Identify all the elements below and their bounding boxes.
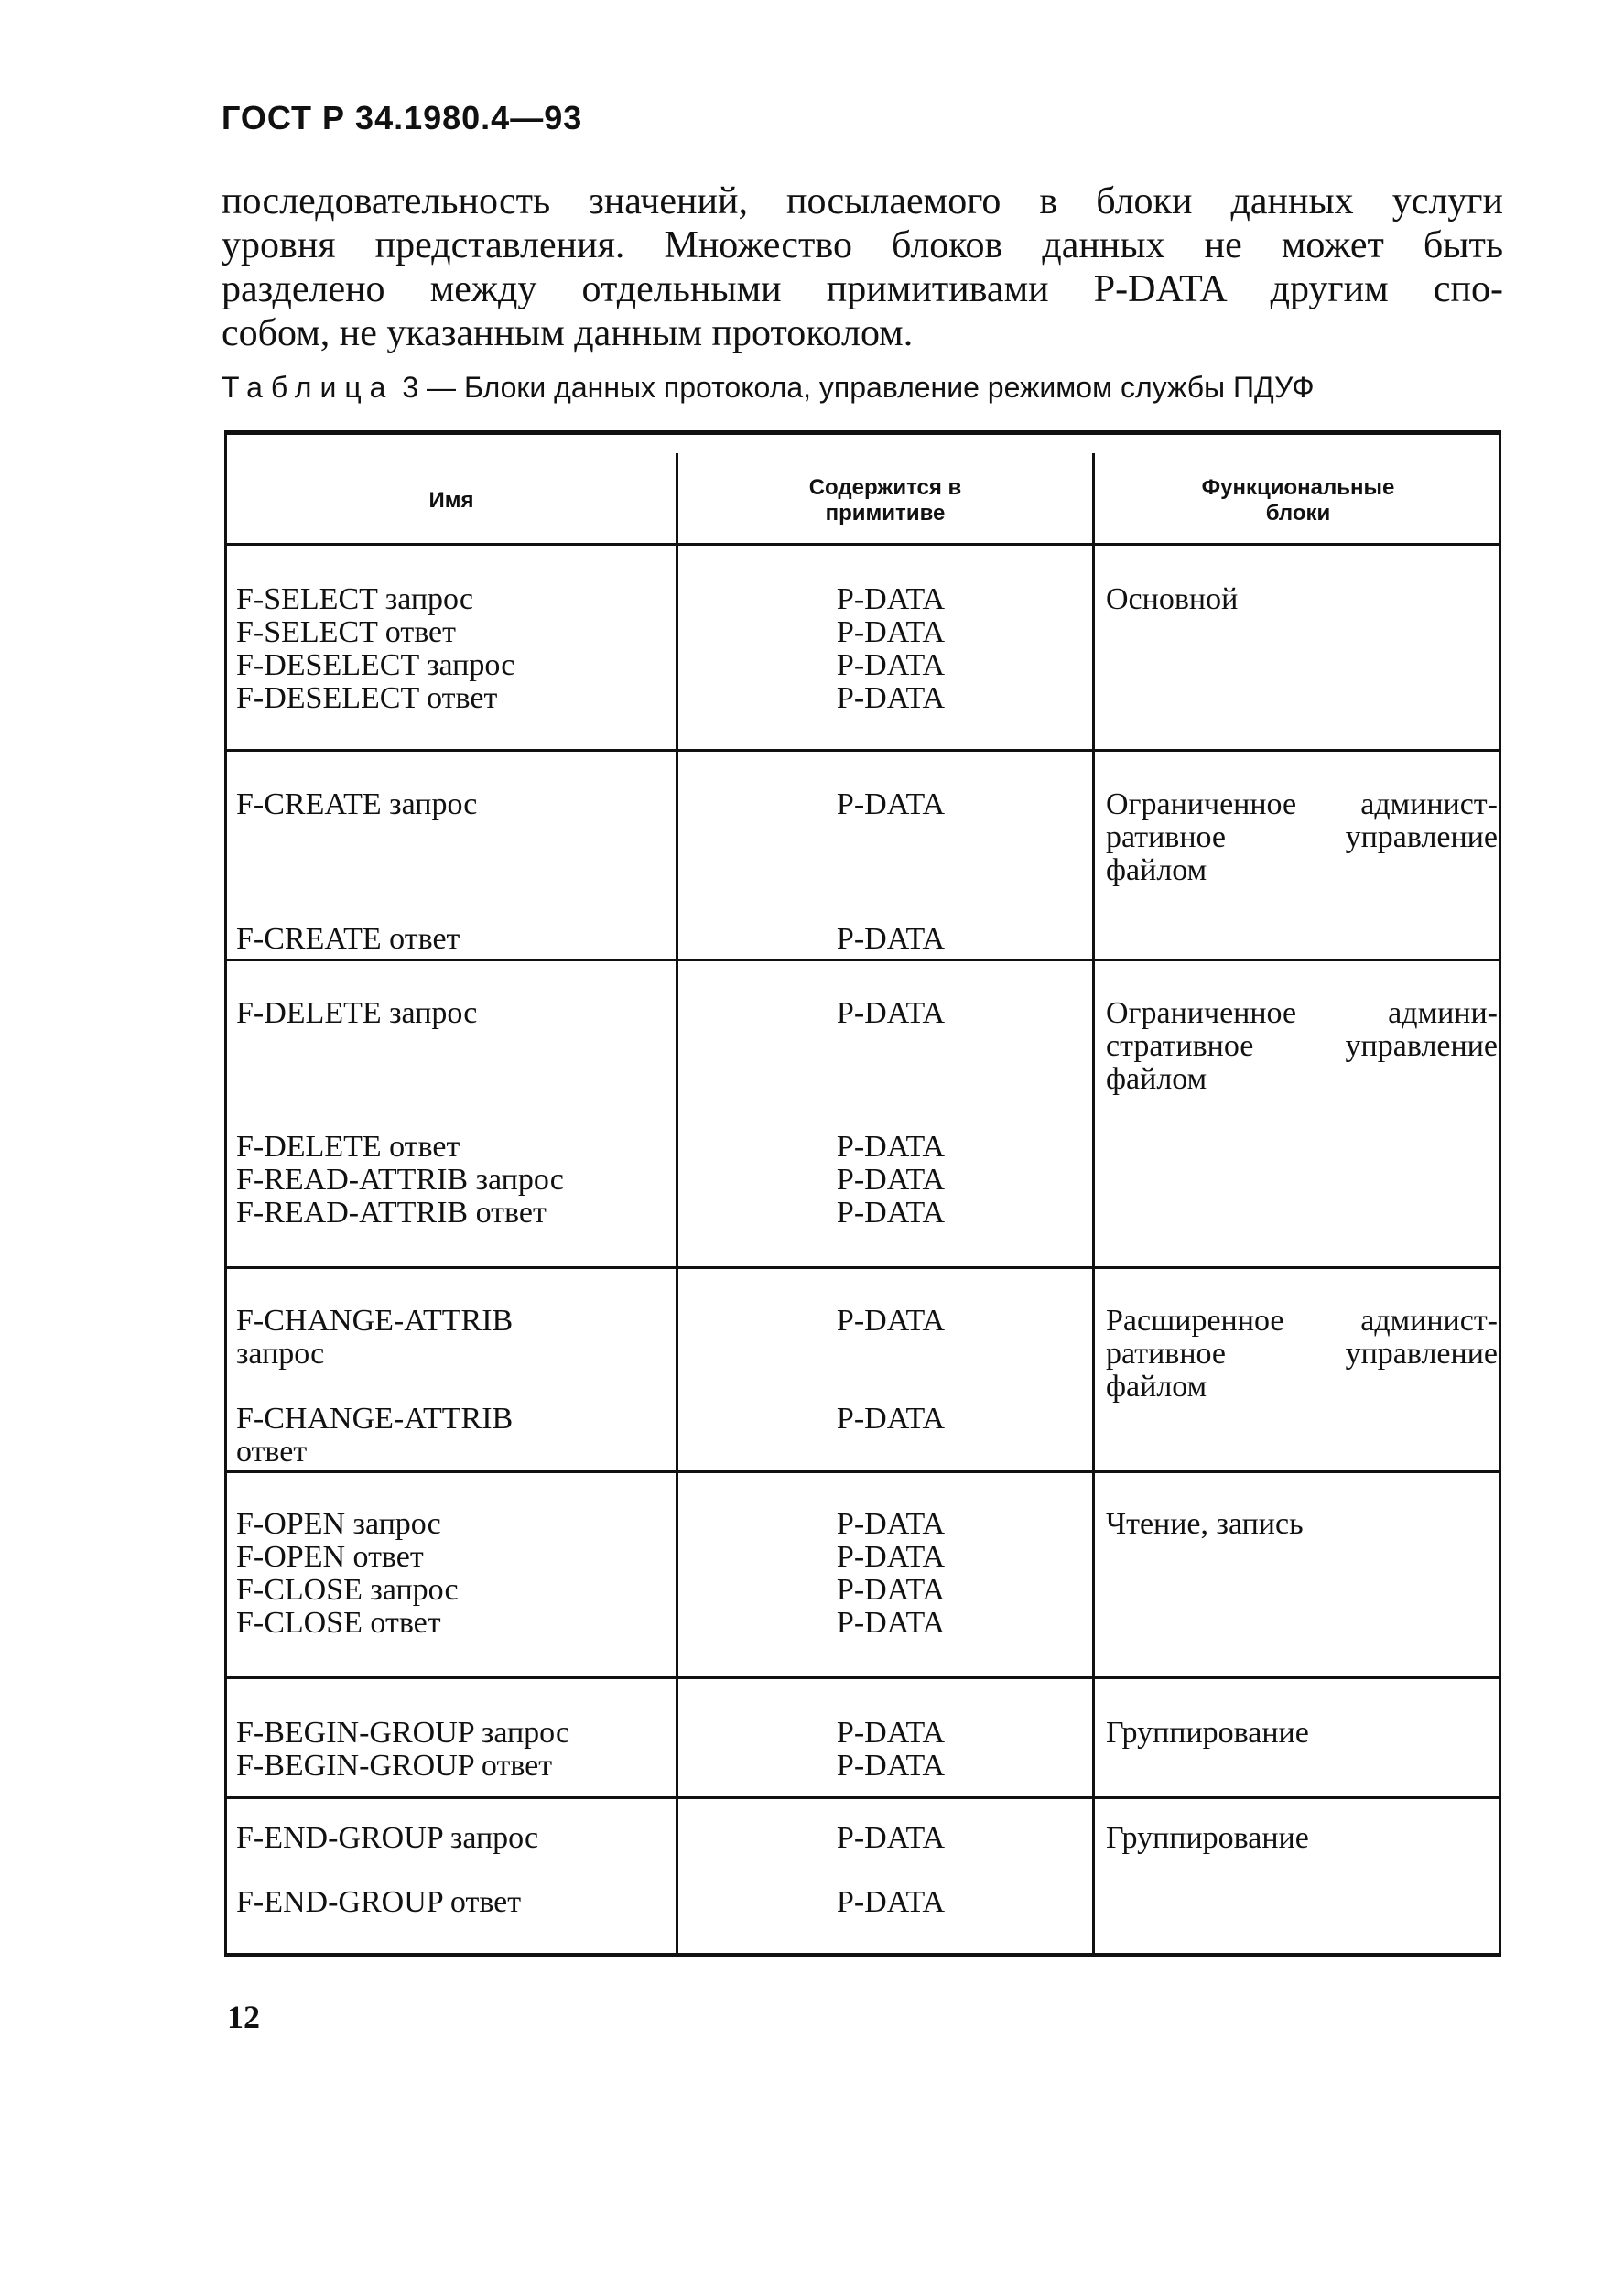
header-primitive-line: Содержится в: [808, 475, 962, 500]
header-name: Имя: [428, 488, 474, 513]
row-4-names-a: [236, 1305, 676, 1371]
table-cell: P-DATA: [836, 1716, 946, 1750]
table-cell: P-DATA: [836, 996, 946, 1030]
table-cell: F-BEGIN-GROUP ответ: [236, 1749, 553, 1783]
paragraph-line: последовательность значений, посылаемого в блоки данных услуги: [222, 180, 1503, 222]
row-7-names-a: [236, 1822, 676, 1855]
row-4-primitives-a: [689, 1305, 1092, 1338]
row-2-names-a: [236, 788, 676, 821]
table-cell: запрос: [236, 1337, 325, 1371]
table-cell: F-OPEN запрос: [236, 1507, 441, 1541]
table-cell: ративное управление: [1106, 1337, 1498, 1371]
table-cell: P-DATA: [836, 648, 946, 682]
row-6-units: [1106, 1717, 1498, 1750]
row-3-primitives-a: [689, 997, 1092, 1030]
table-caption: [222, 371, 1503, 405]
protocol-data-units-table: [224, 430, 1501, 1957]
table-cell: файлом: [1106, 853, 1207, 887]
table-cell: P-DATA: [836, 1402, 946, 1436]
header-primitive: [678, 475, 1092, 526]
row-2-units: [1106, 788, 1498, 887]
row-5-names: [236, 1508, 676, 1640]
table-caption-text: 3 — Блоки данных протокола, управление режимом службы ПДУФ: [394, 371, 1315, 404]
table-cell: P-DATA: [836, 582, 946, 616]
table-cell: файлом: [1106, 1062, 1207, 1096]
row-7-units: [1106, 1822, 1498, 1855]
table-cell: F-DELETE ответ: [236, 1130, 460, 1164]
table-cell: F-SELECT запрос: [236, 582, 473, 616]
table-cell: Ограниченное админи-: [1106, 996, 1498, 1030]
table-cell: P-DATA: [836, 1606, 946, 1640]
table-cell: F-CHANGE-ATTRIB: [236, 1304, 514, 1338]
table-cell: F-READ-ATTRIB ответ: [236, 1196, 547, 1230]
row-rule: [227, 1470, 1499, 1473]
table-cell: Ограниченное админист-: [1106, 787, 1498, 821]
table-cell: стративное управление: [1106, 1029, 1498, 1063]
table-cell: F-OPEN ответ: [236, 1540, 424, 1574]
row-7-names-b: [236, 1886, 676, 1919]
paragraph-line: уровня представления. Множество блоков данных не может быть: [222, 224, 1503, 266]
row-1-units: [1106, 583, 1498, 616]
table-cell: Группирование: [1106, 1821, 1309, 1855]
row-1-names: [236, 583, 676, 715]
table-cell: P-DATA: [836, 615, 946, 649]
header-units: [1095, 475, 1501, 526]
intro-paragraph: [222, 179, 1503, 355]
table-caption-label: Таблица: [222, 371, 395, 404]
table-cell: F-CREATE запрос: [236, 787, 478, 821]
row-rule: [227, 1796, 1499, 1799]
paragraph-line: разделено между отдельными примитивами P-DATA другим спо-: [222, 268, 1503, 310]
table-cell: F-END-GROUP запрос: [236, 1821, 539, 1855]
table-cell: F-CREATE ответ: [236, 922, 460, 956]
row-4-primitives-b: [689, 1403, 1092, 1436]
table-cell: P-DATA: [836, 1163, 946, 1197]
row-3-names-a: [236, 997, 676, 1030]
row-2-names-b: [236, 923, 676, 956]
table-cell: P-DATA: [836, 1749, 946, 1783]
row-3-names-b: [236, 1131, 676, 1230]
table-cell: P-DATA: [836, 1196, 946, 1230]
row-4-units: [1106, 1305, 1498, 1404]
row-3-units: [1106, 997, 1498, 1096]
row-2-primitives-a: [689, 788, 1092, 821]
row-7-primitives-a: [689, 1822, 1092, 1855]
row-3-primitives-b: [689, 1131, 1092, 1230]
table-cell: F-DELETE запрос: [236, 996, 478, 1030]
table-cell: F-CLOSE ответ: [236, 1606, 441, 1640]
header-units-line: блоки: [1265, 501, 1331, 526]
table-cell: Расширенное админист-: [1106, 1304, 1498, 1338]
table-cell: P-DATA: [836, 1304, 946, 1338]
table-cell: P-DATA: [836, 1885, 946, 1919]
table-cell: F-CHANGE-ATTRIB: [236, 1402, 514, 1436]
table-cell: F-DESELECT ответ: [236, 681, 498, 715]
table-cell: P-DATA: [836, 681, 946, 715]
row-rule: [227, 749, 1499, 752]
table-cell: P-DATA: [836, 1573, 946, 1607]
row-5-units: [1106, 1508, 1498, 1541]
table-cell: ответ: [236, 1435, 308, 1469]
row-6-names: [236, 1717, 676, 1783]
row-1-primitives: [689, 583, 1092, 715]
table-cell: F-END-GROUP ответ: [236, 1885, 522, 1919]
table-cell: Чтение, запись: [1106, 1507, 1304, 1541]
table-cell: P-DATA: [836, 1821, 946, 1855]
paragraph-line: собом, не указанным данным протоколом.: [222, 312, 914, 354]
table-cell: F-BEGIN-GROUP запрос: [236, 1716, 570, 1750]
table-cell: P-DATA: [836, 1507, 946, 1541]
row-2-primitives-b: [689, 923, 1092, 956]
document-header: ГОСТ Р 34.1980.4—93: [222, 99, 583, 136]
header-rule: [227, 543, 1499, 546]
table-cell: Основной: [1106, 582, 1239, 616]
column-divider-1: [676, 453, 678, 1955]
row-rule: [227, 1676, 1499, 1679]
header-primitive-line: примитиве: [825, 501, 946, 526]
row-4-names-b: [236, 1403, 676, 1469]
table-cell: Группирование: [1106, 1716, 1309, 1750]
column-divider-2: [1092, 453, 1095, 1955]
row-6-primitives: [689, 1717, 1092, 1783]
row-7-primitives-b: [689, 1886, 1092, 1919]
row-rule: [227, 1266, 1499, 1269]
table-cell: F-DESELECT запрос: [236, 648, 515, 682]
row-5-primitives: [689, 1508, 1092, 1640]
table-cell: ративное управление: [1106, 820, 1498, 854]
page-number: 12: [227, 1999, 260, 2035]
table-cell: P-DATA: [836, 1540, 946, 1574]
table-cell: P-DATA: [836, 787, 946, 821]
table-cell: F-SELECT ответ: [236, 615, 456, 649]
row-rule: [227, 959, 1499, 961]
table-cell: F-CLOSE запрос: [236, 1573, 459, 1607]
header-units-line: Функциональные: [1201, 475, 1395, 500]
table-cell: файлом: [1106, 1370, 1207, 1404]
table-cell: P-DATA: [836, 1130, 946, 1164]
table-cell: F-READ-ATTRIB запрос: [236, 1163, 564, 1197]
table-cell: P-DATA: [836, 922, 946, 956]
